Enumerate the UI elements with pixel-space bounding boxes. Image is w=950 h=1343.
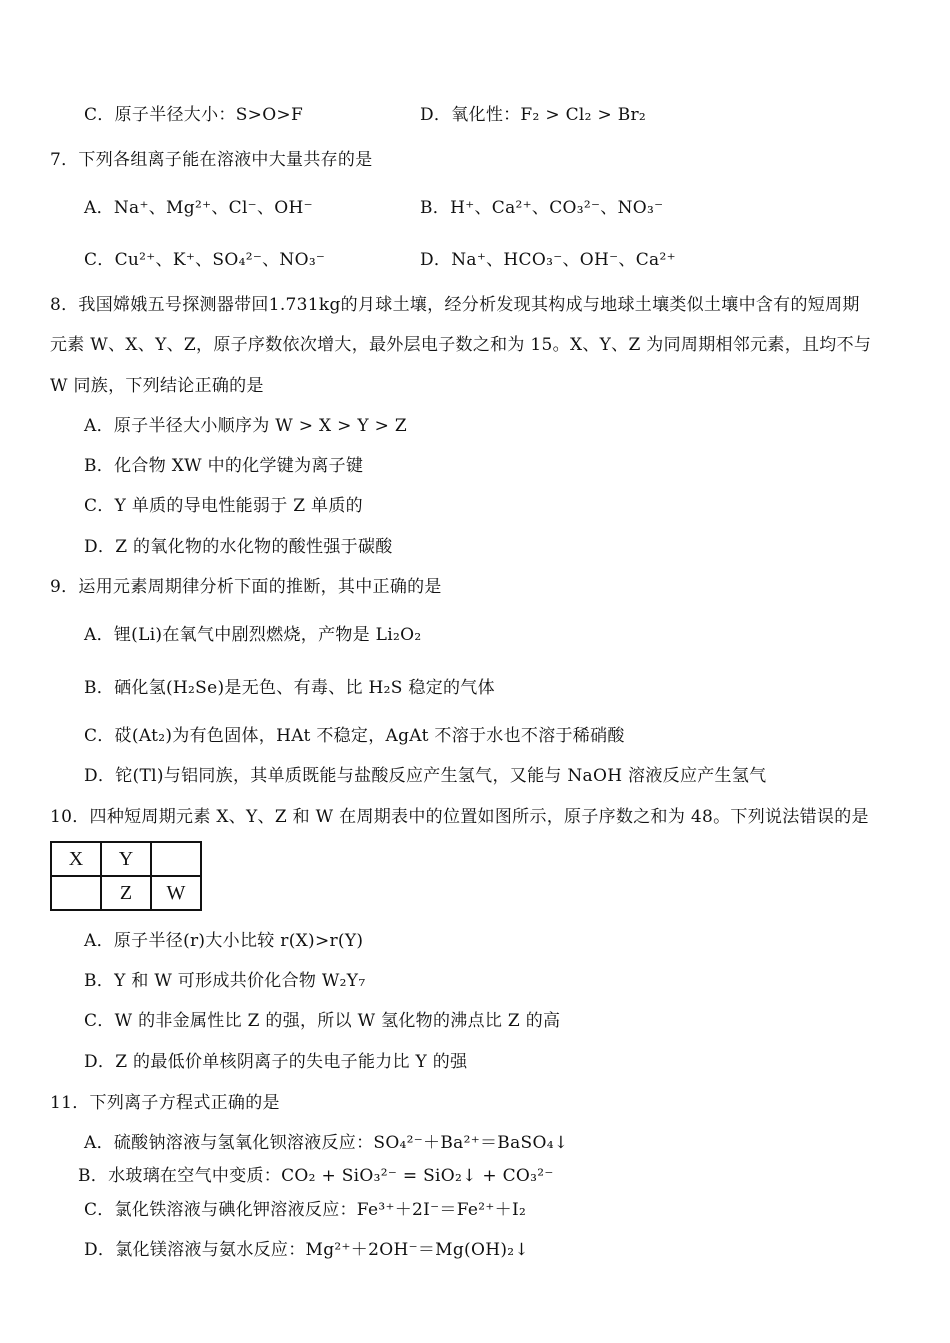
q7-option-c: C．Cu²⁺、K⁺、SO₄²⁻、NO₃⁻: [84, 250, 326, 270]
q8-option-b: B．化合物 XW 中的化学键为离子键: [84, 456, 364, 476]
table-cell-empty: [151, 842, 201, 876]
q6-option-d: D．氧化性：F₂ > Cl₂ > Br₂: [420, 105, 647, 125]
q10-stem: 10．四种短周期元素 X、Y、Z 和 W 在周期表中的位置如图所示，原子序数之和为 48。下列说法错误的是: [50, 807, 869, 827]
q8-option-c: C．Y 单质的导电性能弱于 Z 单质的: [84, 496, 363, 516]
q9-option-b: B．硒化氢(H₂Se)是无色、有毒、比 H₂S 稳定的气体: [84, 678, 495, 698]
q8-stem-line3: W 同族，下列结论正确的是: [50, 376, 264, 396]
q8-option-d: D．Z 的氧化物的水化物的酸性强于碳酸: [84, 537, 393, 557]
q9-stem: 9．运用元素周期律分析下面的推断，其中正确的是: [50, 577, 442, 597]
q10-option-a: A．原子半径(r)大小比较 r(X)>r(Y): [84, 931, 364, 951]
table-cell-x: X: [51, 842, 101, 876]
q7-option-d: D．Na⁺、HCO₃⁻、OH⁻、Ca²⁺: [420, 250, 676, 270]
q9-option-a: A．锂(Li)在氧气中剧烈燃烧，产物是 Li₂O₂: [84, 625, 422, 645]
table-cell-empty: [51, 876, 101, 910]
q11-option-c: C．氯化铁溶液与碘化钾溶液反应：Fe³⁺＋2I⁻＝Fe²⁺＋I₂: [84, 1200, 527, 1220]
table-cell-y: Y: [101, 842, 151, 876]
q8-stem-line1: 8．我国嫦娥五号探测器带回1.731kg的月球土壤，经分析发现其构成与地球土壤类似土壤中含有的短周期: [50, 295, 860, 315]
table-cell-w: W: [151, 876, 201, 910]
q9-option-d: D．铊(Tl)与铝同族，其单质既能与盐酸反应产生氢气，又能与 NaOH 溶液反应产生氢气: [84, 766, 767, 786]
q11-stem: 11．下列离子方程式正确的是: [50, 1093, 280, 1113]
table-row: [51, 842, 201, 876]
q7-option-a: A．Na⁺、Mg²⁺、Cl⁻、OH⁻: [84, 198, 313, 218]
q11-option-a: A．硫酸钠溶液与氢氧化钡溶液反应：SO₄²⁻＋Ba²⁺＝BaSO₄↓: [84, 1133, 569, 1153]
q8-stem-line2: 元素 W、X、Y、Z，原子序数依次增大，最外层电子数之和为 15。X、Y、Z 为同周期相邻元素，且均不与: [50, 335, 872, 355]
q11-option-b: B．水玻璃在空气中变质：CO₂ + SiO₃²⁻ = SiO₂↓ + CO₃²⁻: [78, 1166, 554, 1186]
q9-option-c: C．砹(At₂)为有色固体，HAt 不稳定，AgAt 不溶于水也不溶于稀硝酸: [84, 726, 625, 746]
q10-option-b: B．Y 和 W 可形成共价化合物 W₂Y₇: [84, 971, 366, 991]
q6-option-c: C．原子半径大小：S>O>F: [84, 105, 304, 125]
q8-option-a: A．原子半径大小顺序为 W > X > Y > Z: [84, 416, 407, 436]
q10-option-c: C．W 的非金属性比 Z 的强，所以 W 氢化物的沸点比 Z 的高: [84, 1011, 561, 1031]
table-cell-z: Z: [101, 876, 151, 910]
q7-stem: 7．下列各组离子能在溶液中大量共存的是: [50, 150, 373, 170]
table-row: [51, 876, 201, 910]
q11-option-d: D．氯化镁溶液与氨水反应：Mg²⁺＋2OH⁻＝Mg(OH)₂↓: [84, 1240, 529, 1260]
periodic-position-table: [50, 841, 202, 911]
q10-option-d: D．Z 的最低价单核阴离子的失电子能力比 Y 的强: [84, 1052, 468, 1072]
q7-option-b: B．H⁺、Ca²⁺、CO₃²⁻、NO₃⁻: [420, 198, 664, 218]
